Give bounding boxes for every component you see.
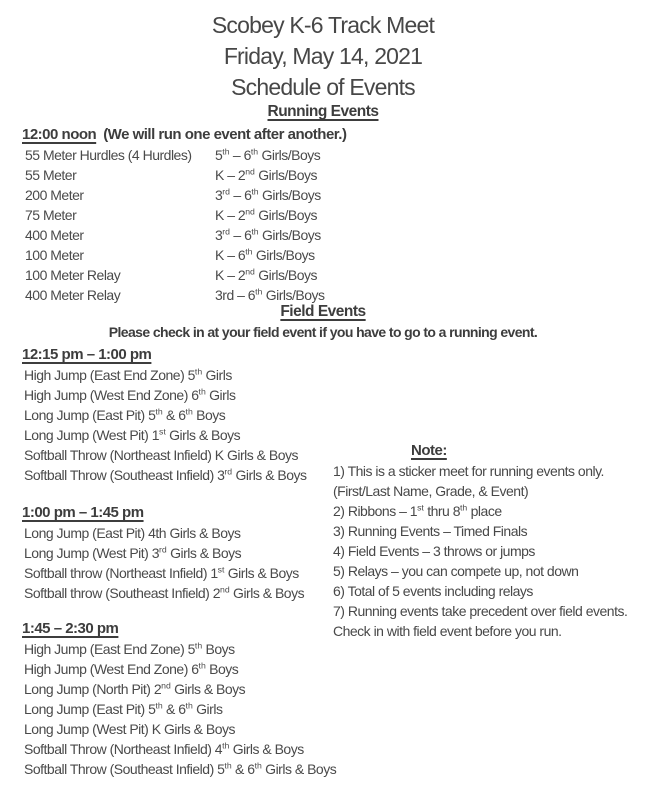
note-item: 6) Total of 5 events including relays [333, 583, 533, 599]
note-item: 5) Relays – you can compete up, not down [333, 563, 579, 579]
running-event-row [25, 245, 646, 265]
note-item: 3) Running Events – Timed Finals [333, 523, 528, 539]
running-event-name: 400 Meter Relay [25, 287, 121, 303]
field-event-item: Long Jump (West Pit) K Girls & Boys [24, 721, 235, 737]
note-item: 4) Field Events – 3 throws or jumps [333, 543, 535, 559]
time-heading-text: 1:45 – 2:30 pm [22, 620, 119, 637]
time-heading-text: 12:15 pm – 1:00 pm [22, 346, 152, 363]
running-start-time: 12:00 noon [22, 126, 97, 143]
running-event-row [25, 185, 646, 205]
running-event-row [25, 205, 646, 225]
field-events-heading [0, 303, 646, 321]
time-heading [22, 344, 646, 365]
field-event-item: High Jump (West End Zone) 6th Boys [24, 660, 239, 677]
running-event-name: 200 Meter [25, 187, 84, 203]
running-event-row [25, 145, 646, 165]
running-event-grades: 5th – 6th Girls/Boys [215, 146, 321, 163]
page-date: Friday, May 14, 2021 [223, 43, 423, 69]
running-event-row [25, 165, 646, 185]
note-list [333, 461, 637, 641]
running-events-heading [0, 103, 646, 121]
field-event-list [24, 639, 646, 779]
field-event-item: Softball throw (Northeast Infield) 1st Girls & Boys [24, 564, 299, 581]
running-event-name: 400 Meter [25, 227, 84, 243]
note-heading-text: Note: [411, 442, 447, 459]
running-event-name: 100 Meter Relay [25, 267, 121, 283]
field-event-item: Long Jump (East Pit) 5th & 6th Boys [24, 406, 226, 423]
running-event-name: 55 Meter Hurdles (4 Hurdles) [25, 147, 192, 163]
running-event-grades: 3rd – 6th Girls/Boys [215, 226, 321, 243]
running-start-line [22, 125, 646, 145]
running-event-name: 100 Meter [25, 247, 84, 263]
field-event-item: High Jump (East End Zone) 5th Girls [24, 366, 232, 383]
note-heading [411, 441, 637, 461]
running-start-note: (We will run one event after another.) [103, 126, 347, 143]
running-event-grades: K – 2nd Girls/Boys [215, 206, 318, 223]
note-item: 7) Running events take precedent over field events. Check in with field event before you run. [333, 603, 628, 639]
field-event-item: High Jump (West End Zone) 6th Girls [24, 386, 236, 403]
field-event-item: Long Jump (North Pit) 2nd Girls & Boys [24, 680, 246, 697]
field-event-item: Softball Throw (Northeast Infield) K Girls & Boys [24, 447, 299, 463]
page-title: Scobey K-6 Track Meet [211, 12, 435, 38]
field-event-item: Long Jump (West Pit) 3rd Girls & Boys [24, 544, 242, 561]
running-event-row [25, 285, 646, 305]
note-item: 2) Ribbons – 1st thru 8th place [333, 502, 502, 519]
running-event-row [25, 265, 646, 285]
running-event-grades: 3rd – 6th Girls/Boys [215, 186, 321, 203]
running-event-grades: K – 2nd Girls/Boys [215, 266, 318, 283]
field-checkin-instruction: Please check in at your field event if you have to go to a running event. [108, 324, 538, 340]
document-header [0, 0, 646, 103]
field-event-item: Softball Throw (Southeast Infield) 3rd Girls & Boys [24, 466, 307, 483]
page-subtitle: Schedule of Events [231, 74, 415, 100]
running-event-grades: 3rd – 6th Girls/Boys [215, 286, 325, 303]
note-item: 1) This is a sticker meet for running events only. (First/Last Name, Grade, & Event) [333, 463, 604, 499]
running-event-grades: K – 2nd Girls/Boys [215, 166, 318, 183]
field-event-item: Long Jump (East Pit) 4th Girls & Boys [24, 525, 241, 541]
note-section [333, 441, 637, 641]
field-event-item: High Jump (East End Zone) 5th Boys [24, 640, 235, 657]
running-events-list [25, 145, 646, 305]
field-event-item: Long Jump (West Pit) 1st Girls & Boys [24, 426, 241, 443]
field-event-item: Long Jump (East Pit) 5th & 6th Girls [24, 700, 223, 717]
field-event-item: Softball Throw (Northeast Infield) 4th Girls & Boys [24, 740, 304, 757]
time-heading-text: 1:00 pm – 1:45 pm [22, 504, 144, 521]
running-event-grades: K – 6th Girls/Boys [215, 246, 315, 263]
running-events-heading-text: Running Events [267, 103, 379, 120]
running-event-name: 75 Meter [25, 207, 77, 223]
field-events-heading-text: Field Events [280, 303, 366, 320]
running-event-row [25, 225, 646, 245]
field-event-item: Softball Throw (Southeast Infield) 5th & 6th Girls & Boys [24, 760, 337, 777]
field-block-145 [0, 618, 646, 779]
field-event-item: Softball throw (Southeast Infield) 2nd Girls & Boys [24, 584, 305, 601]
running-event-name: 55 Meter [25, 167, 77, 183]
